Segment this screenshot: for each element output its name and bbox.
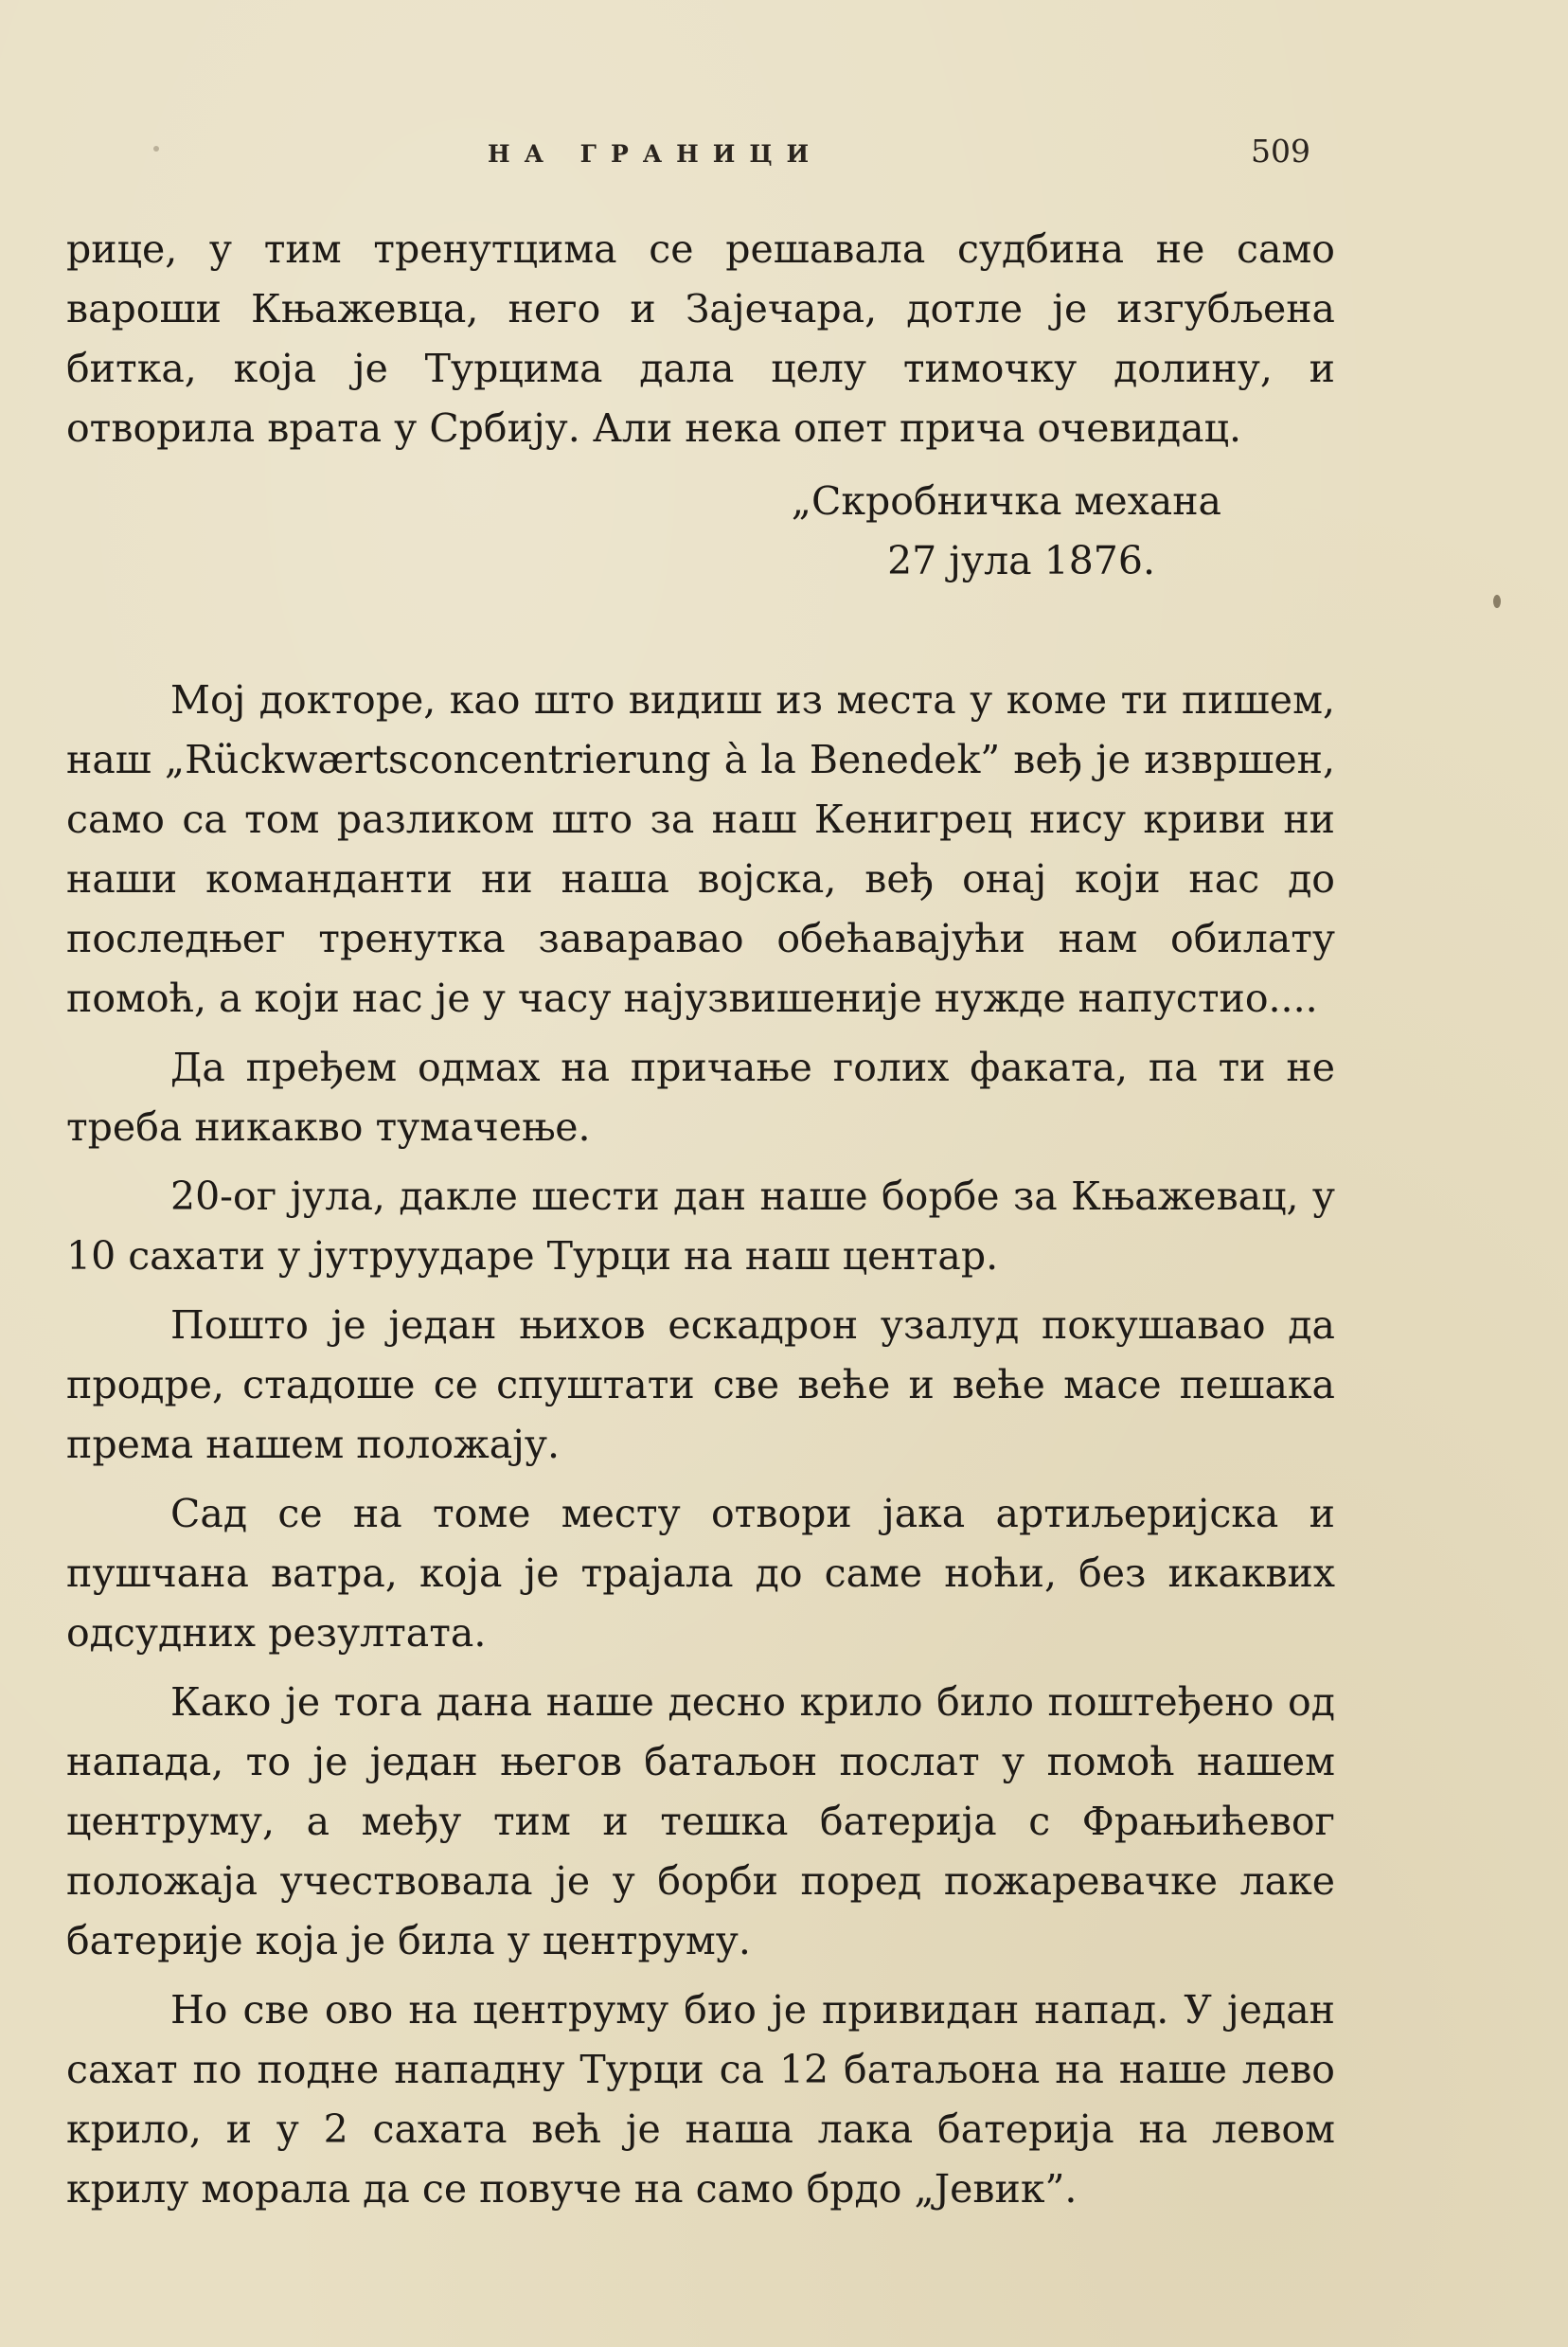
- page-number: 509: [1251, 133, 1310, 170]
- paragraph: Да пређем одмах на причање голих факата, па ти не треба никакво тумачење.: [66, 1045, 1335, 1150]
- running-head: [0, 133, 1568, 180]
- paragraph: Мој докторе, као што видиш из места у коме ти пишем, наш „Rückwærtsconcentrierung à la Benedek” веђ је извршен, само са том разликом што за наш Кенигрец нису криви ни наши команданти ни наша војска, веђ онај који нас до последњег тренутка заваравао обећавајући нам обилату помоћ, а који нас је у часу најузвишеније нужде напустио....: [66, 677, 1335, 1021]
- letter-place: „Скробничка механа: [791, 478, 1221, 524]
- paragraph: Сад се на томе месту отвори јака артиљеријска и пушчана ватра, која је трајала до саме ноћи, без икаквих одсудних резултата.: [66, 1491, 1335, 1656]
- letter-heading: [66, 472, 1335, 591]
- paragraph: Како је тога дана наше десно крило било поштеђено од напада, то је један његов батаљон послат у помоћ нашем центруму, а међу тим и тешка батерија с Фрањићевог положаја учествовала је у борби поред пожаревачке лаке батерије која је била у центруму.: [66, 1679, 1335, 1963]
- letter-date: 27 јула 1876.: [887, 538, 1155, 583]
- opening-paragraph: рице, у тим тренутцима се решавала судбина не само вароши Књажевца, него и Зајечара, дотле је изгубљена битка, која је Турцима дала целу тимочку долину, и отворила врата у Србију. Али нека опет прича очевидац.: [66, 226, 1335, 451]
- paragraph: 20-ог јула, дакле шести дан наше борбе за Књажевац, у 10 сахати у јутруударе Турци на наш центар.: [66, 1174, 1335, 1279]
- paragraph: Но све ово на центруму био је привидан напад. У један сахат по подне нападну Турци са 12 батаљона на наше лево крило, и у 2 сахата већ је наша лака батерија на левом крилу морала да се повуче на само брдо „Јевик”.: [66, 1987, 1335, 2212]
- running-title: НА ГРАНИЦИ: [488, 140, 824, 168]
- body-text: [66, 220, 1335, 2219]
- paragraph: Пошто је један њихов ескадрон узалуд покушавао да продре, стадоше се спуштати све веће и веће масе пешака према нашем положају.: [66, 1302, 1335, 1467]
- ink-speck: [1493, 595, 1501, 608]
- ink-speck: [153, 146, 159, 152]
